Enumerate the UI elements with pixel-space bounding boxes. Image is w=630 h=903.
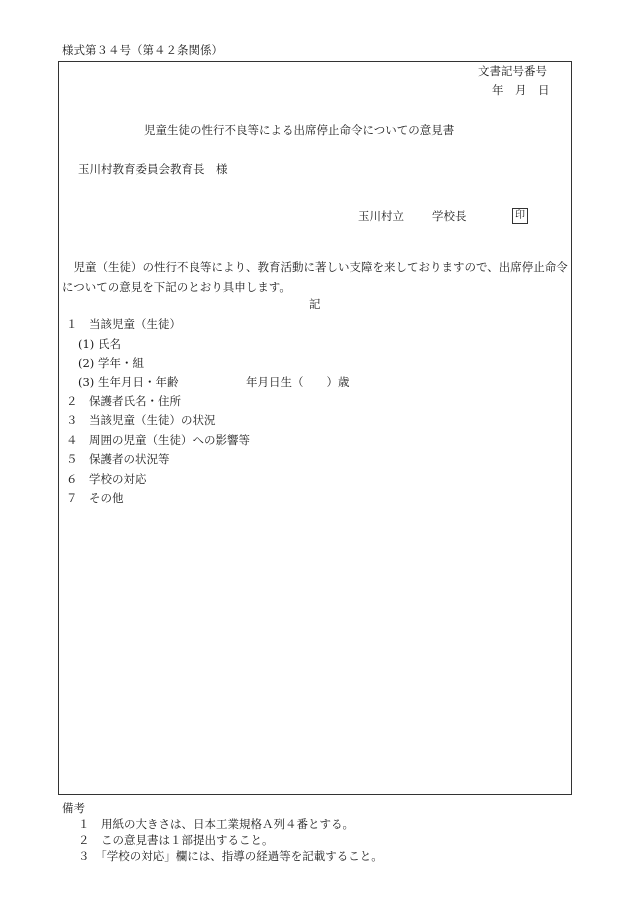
document-number-label: 文書記号番号 xyxy=(478,64,547,78)
date-label: 年 月 日 xyxy=(492,83,550,97)
note-1: １ 用紙の大きさは、日本工業規格Ａ列４番とする。 xyxy=(78,817,354,831)
form-number: 様式第３４号（第４２条関係） xyxy=(62,43,223,57)
sender-title: 学校長 xyxy=(432,209,467,223)
item-1-1: (1) 氏名 xyxy=(78,337,121,351)
item-6: ６ 学校の対応 xyxy=(66,472,147,486)
addressee: 玉川村教育委員会教育長 様 xyxy=(78,162,228,176)
ki-heading: 記 xyxy=(309,297,321,311)
note-2: ２ この意見書は１部提出すること。 xyxy=(78,833,274,847)
seal-mark: 印 xyxy=(512,208,528,224)
item-1-3: (3) 生年月日・年齢 xyxy=(78,375,179,389)
document-title: 児童生徒の性行不良等による出席停止命令についての意見書 xyxy=(144,123,455,137)
body-paragraph: 児童（生徒）の性行不良等により、教育活動に著しい支障を来しておりますので、出席停止命令についての意見を下記のとおり具申します。 xyxy=(62,260,568,294)
note-3: ３ 「学校の対応」欄には、指導の経過等を記載すること。 xyxy=(78,849,383,863)
item-7: ７ その他 xyxy=(66,491,124,505)
item-3: ３ 当該児童（生徒）の状況 xyxy=(66,413,216,427)
item-1-2: (2) 学年・組 xyxy=(78,356,144,370)
sender-school: 玉川村立 xyxy=(358,209,404,223)
item-5: ５ 保護者の状況等 xyxy=(66,452,170,466)
item-1-3-value: 年月日生（ ）歳 xyxy=(246,375,350,389)
item-1: １ 当該児童（生徒） xyxy=(66,317,181,331)
item-4: ４ 周囲の児童（生徒）への影響等 xyxy=(66,433,250,447)
item-2: ２ 保護者氏名・住所 xyxy=(66,394,181,408)
notes-heading: 備考 xyxy=(62,801,85,815)
